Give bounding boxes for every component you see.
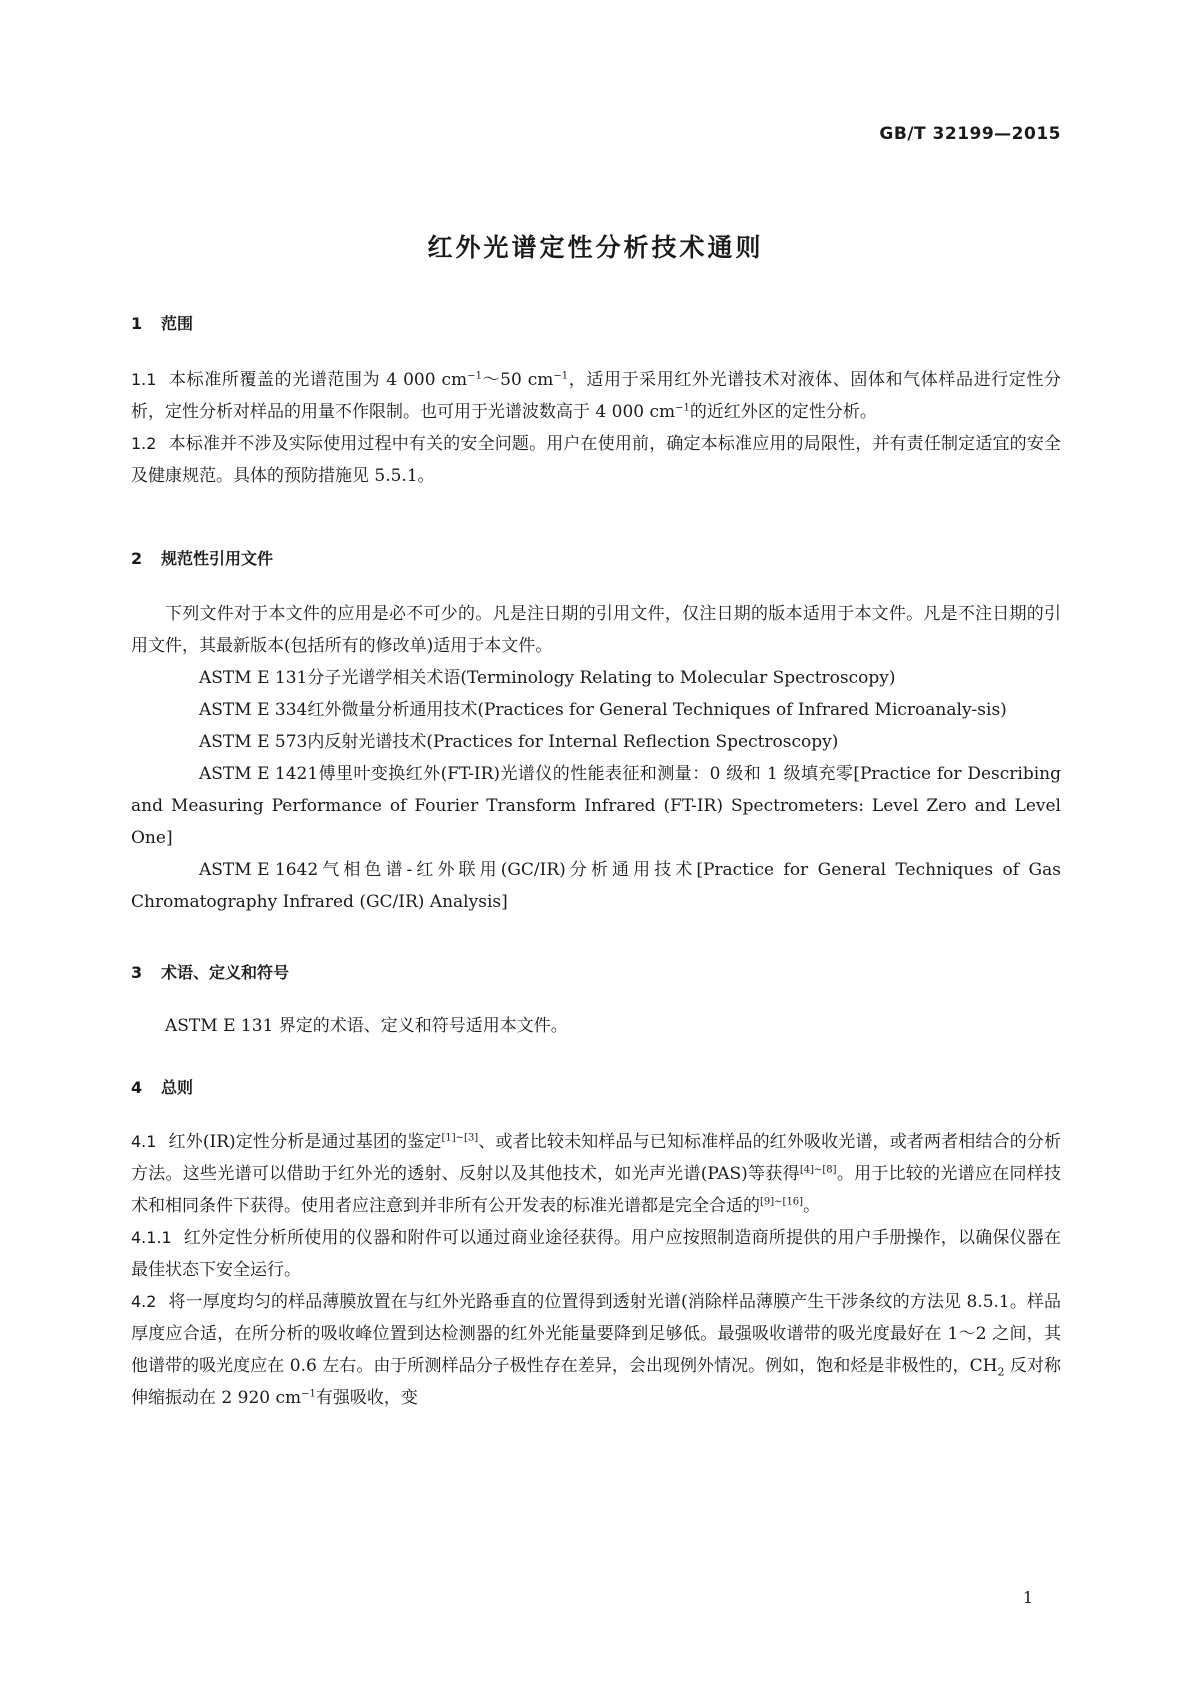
page-number: 1 xyxy=(1022,1588,1033,1607)
terms-statement: ASTM E 131 界定的术语、定义和符号适用本文件。 xyxy=(165,1016,568,1036)
clause-text: 本标准所覆盖的光谱范围为 4 000 cm xyxy=(168,370,468,390)
document-title: 红外光谱定性分析技术通则 xyxy=(427,233,764,262)
citation: [9]~[16] xyxy=(760,1196,804,1208)
clause-text: 、或者比较未知样品与已知标准样品的红外吸收光谱，或者两者相结合的分析方法。这些光谱可以借助于红外光的透射、反射以及其他技术，如光声光谱(PAS)等获得 xyxy=(131,1132,1062,1184)
clause-4-1 xyxy=(131,1126,1061,1222)
subscript: 2 xyxy=(997,1365,1005,1379)
reference-code: ASTM E 1642 xyxy=(199,860,319,880)
reference-text: 气相色谱-红外联用(GC/IR)分析通用技术[Practice for General Techniques of Gas Chromatography Infrared (GC/IR) Analysis] xyxy=(131,860,1061,912)
clause-number: 4.1.1 xyxy=(131,1228,172,1247)
reference-text: 内反射光谱技术(Practices for Internal Reflection Spectroscopy) xyxy=(307,732,839,752)
superscript: −1 xyxy=(675,402,690,414)
normative-intro: 下列文件对于本文件的应用是必不可少的。凡是注日期的引用文件，仅注日期的版本适用于本文件。凡是不注日期的引用文件，其最新版本(包括所有的修改单)适用于本文件。 xyxy=(131,604,1061,656)
section-title: 规范性引用文件 xyxy=(161,549,274,568)
superscript: −1 xyxy=(467,370,482,382)
reference-code: ASTM E 334 xyxy=(199,700,308,720)
section-heading-1 xyxy=(131,311,193,334)
clause-text: 红外(IR)定性分析是通过基团的鉴定 xyxy=(168,1132,442,1152)
citation: [4]~[8] xyxy=(799,1164,837,1176)
reference-item xyxy=(131,662,1061,694)
section-title: 总则 xyxy=(161,1078,194,1097)
clause-text: 的近红外区的定性分析。 xyxy=(689,402,877,422)
reference-code: ASTM E 573 xyxy=(199,732,308,752)
section-4-body xyxy=(131,1126,1061,1414)
clause-text: ～50 cm xyxy=(481,370,554,390)
clause-text: 有强吸收，变 xyxy=(315,1388,418,1408)
reference-item xyxy=(131,694,1061,726)
section-heading-3 xyxy=(131,960,289,983)
clause-text: 。用于比较的光谱应在同样技术和相同条件下获得。使用者应注意到并非所有公开发表的标准光谱都是完全合适的 xyxy=(131,1164,1061,1216)
section-number: 1 xyxy=(131,314,143,333)
clause-4-2 xyxy=(131,1286,1061,1414)
section-1-body xyxy=(131,364,1061,492)
reference-text: 红外微量分析通用技术(Practices for General Techniques of Infrared Microanaly-sis) xyxy=(307,700,1007,720)
reference-text: 傅里叶变换红外(FT-IR)光谱仪的性能表征和测量：0 级和 1 级填充零[Practice for Describing and Measuring Performance of Fourier Transform Infrared (FT-IR) Spectrometers: Level Zero and Level One] xyxy=(131,764,1061,848)
section-number: 2 xyxy=(131,549,143,568)
clause-1-2 xyxy=(131,428,1061,492)
clause-number: 4.1 xyxy=(131,1132,157,1151)
superscript: −1 xyxy=(553,370,569,382)
reference-code: ASTM E 1421 xyxy=(199,764,319,784)
section-heading-4 xyxy=(131,1075,193,1098)
section-number: 3 xyxy=(131,963,143,982)
section-2-body xyxy=(131,598,1061,918)
clause-1-1 xyxy=(131,364,1061,428)
clause-number: 4.2 xyxy=(131,1292,157,1311)
clause-text: 反对称伸缩振动在 2 920 cm xyxy=(131,1356,1061,1408)
clause-text: 。 xyxy=(803,1196,821,1216)
clause-number: 1.2 xyxy=(131,434,157,453)
clause-text: 本标准并不涉及实际使用过程中有关的安全问题。用户在使用前，确定本标准应用的局限性，并有责任制定适宜的安全及健康规范。具体的预防措施见 5.5.1。 xyxy=(131,434,1061,486)
section-number: 4 xyxy=(131,1078,143,1097)
superscript: −1 xyxy=(301,1388,316,1400)
reference-item xyxy=(131,726,1061,758)
reference-item xyxy=(131,758,1061,854)
reference-item xyxy=(131,854,1061,918)
standard-code: GB/T 32199—2015 xyxy=(879,124,1061,144)
clause-text: ，适用于采用红外光谱技术对液体、固体和气体样品进行定性分析，定性分析对样品的用量不作限制。也可用于光谱波数高于 4 000 cm xyxy=(131,370,1061,422)
section-heading-2 xyxy=(131,546,273,569)
citation: [1]~[3] xyxy=(441,1132,479,1144)
reference-text: 分子光谱学相关术语(Terminology Relating to Molecular Spectroscopy) xyxy=(307,668,896,688)
reference-code: ASTM E 131 xyxy=(199,668,308,688)
clause-text: 红外定性分析所使用的仪器和附件可以通过商业途径获得。用户应按照制造商所提供的用户手册操作，以确保仪器在最佳状态下安全运行。 xyxy=(131,1228,1061,1280)
clause-4-1-1 xyxy=(131,1222,1061,1286)
section-title: 术语、定义和符号 xyxy=(161,963,290,982)
section-3-body xyxy=(131,1010,1061,1042)
section-title: 范围 xyxy=(161,314,194,333)
clause-number: 1.1 xyxy=(131,370,157,389)
clause-text: 将一厚度均匀的样品薄膜放置在与红外光路垂直的位置得到透射光谱(消除样品薄膜产生干涉条纹的方法见 8.5.1。样品厚度应合适，在所分析的吸收峰位置到达检测器的红外光能量要降到足够低。最强吸收谱带的吸光度最好在 1～2 之间，其他谱带的吸光度应在 0.6 左右。由于所测样品分子极性存在差异，会出现例外情况。例如，饱和烃是非极性的，CH xyxy=(131,1292,1061,1376)
